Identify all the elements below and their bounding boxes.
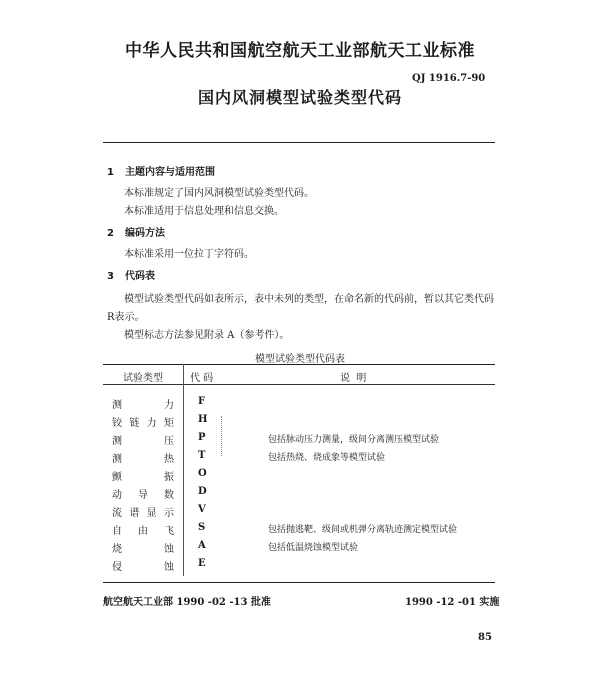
- row-type: 铰链力矩: [112, 418, 174, 429]
- section-3-heading: [107, 267, 155, 282]
- row-type: 测压: [112, 436, 174, 447]
- footer-rule: [103, 582, 495, 583]
- document-title: 国内风洞模型试验类型代码: [197, 88, 402, 107]
- section-3-title: 代码表: [125, 271, 155, 282]
- row-type: 流谱显示: [112, 508, 174, 519]
- row-type: 测力: [112, 400, 174, 411]
- header-desc: 说 明: [340, 373, 367, 384]
- row-desc: 包括低温烧蚀模型试验: [268, 543, 359, 553]
- section-3-para-2: R表示。: [107, 312, 145, 323]
- column-divider: [183, 364, 184, 576]
- row-type: 颤振: [112, 472, 174, 483]
- section-2-heading: [107, 224, 165, 239]
- row-type: 测热: [112, 454, 174, 465]
- row-code: O: [198, 468, 207, 479]
- org-title: 中华人民共和国航空航天工业部航天工业标准: [125, 41, 475, 61]
- section-3-number: 3: [107, 271, 114, 282]
- standard-code: QJ 1916.7-90: [412, 73, 486, 84]
- section-1-title: 主题内容与适用范围: [125, 167, 215, 178]
- page-number: 85: [478, 632, 492, 643]
- footer-effective: 1990 -12 -01 实施: [405, 597, 500, 608]
- row-code: V: [198, 504, 206, 515]
- section-3-para-1: 模型试验类型代码如表所示，表中未列的类型，在命名新的代码前，暂以其它类代码: [124, 294, 494, 305]
- section-2-title: 编码方法: [125, 228, 165, 239]
- row-type: 动导数: [112, 490, 174, 501]
- row-desc: 包括抛逃靶、级间或机弹分离轨迹测定模型试验: [268, 525, 458, 535]
- row-code: F: [198, 396, 206, 407]
- table-top-rule: [103, 364, 495, 365]
- row-type: 烧蚀: [112, 544, 174, 555]
- dotted-divider: [221, 416, 222, 456]
- section-2-number: 2: [107, 228, 114, 239]
- section-1-para-2: 本标准适用于信息处理和信息交换。: [124, 206, 284, 217]
- section-1-para-1: 本标准规定了国内风洞模型试验类型代码。: [124, 188, 314, 199]
- footer-issuer: 航空航天工业部 1990 -02 -13 批准: [103, 597, 271, 608]
- row-type: 自由飞: [112, 526, 174, 537]
- section-1-number: 1: [107, 167, 114, 178]
- row-code: D: [198, 486, 207, 497]
- header-type: 试验类型: [123, 373, 163, 384]
- section-2-para-1: 本标准采用一位拉丁字符码。: [124, 249, 254, 260]
- row-code: E: [198, 558, 206, 569]
- section-1-heading: [107, 163, 215, 178]
- row-desc: 包括脉动压力测量，级间分离测压模型试验: [268, 435, 440, 445]
- table-caption: 模型试验类型代码表: [255, 354, 345, 365]
- table-header-rule: [103, 384, 495, 385]
- row-code: P: [198, 432, 206, 443]
- row-code: H: [198, 414, 208, 425]
- row-desc: 包括热烧、烧成象等模型试验: [268, 453, 386, 463]
- row-type: 侵蚀: [112, 562, 174, 573]
- header-divider: [103, 142, 495, 143]
- section-3-para-3: 模型标志方法参见附录 A（参考件）。: [124, 330, 290, 341]
- header-code: 代 码: [190, 373, 214, 384]
- row-code: T: [198, 450, 206, 461]
- row-code: A: [198, 540, 206, 551]
- row-code: S: [198, 522, 206, 533]
